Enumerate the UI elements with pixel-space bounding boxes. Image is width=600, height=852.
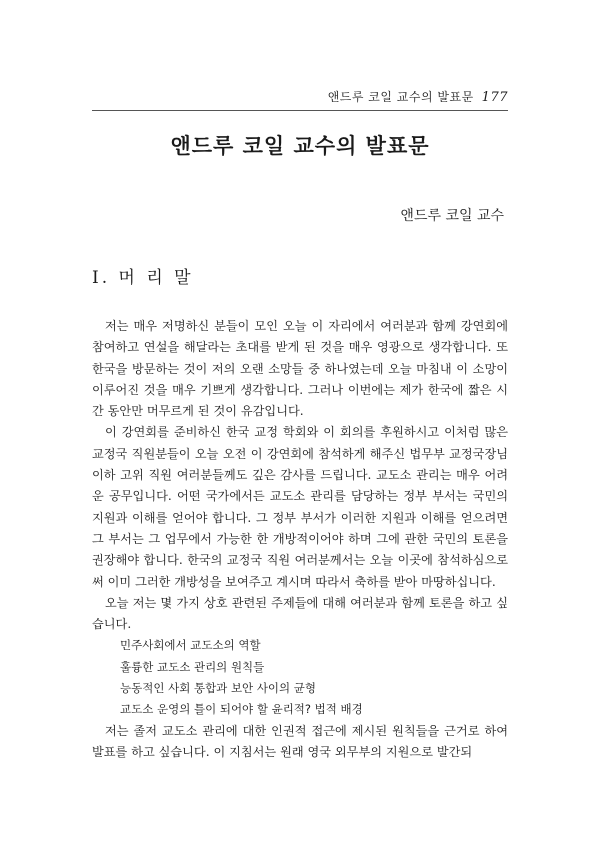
section-heading: Ⅰ. 머 리 말	[92, 268, 194, 288]
page-number: 177	[481, 90, 508, 105]
topic-item: 능동적인 사회 통합과 보안 사이의 균형	[120, 681, 317, 696]
topic-list	[92, 635, 508, 720]
paragraph-3: 오늘 저는 몇 가지 상호 관련된 주제들에 대해 여러분과 함께 토론을 하고 싶습니다.	[92, 595, 508, 632]
topic-item: 민주사회에서 교도소의 역할	[120, 638, 261, 653]
page-title: 앤드루 코일 교수의 발표문	[170, 133, 430, 158]
paragraph-1: 저는 매우 저명하신 분들이 모인 오늘 이 자리에서 여러분과 함께 강연회에 참여하고 연설을 해달라는 초대를 받게 된 것을 매우 영광으로 생각합니다. 또 한국을 방문하는 것이 저의 오랜 소망들 중 하나였는데 오늘 마침내 이 소망이 이루어진 것을 매우 기쁘게 생각합니다. 그러나 이번에는 제가 한국에 짧은 시간 동안만 머무르게 된 것이 유감입니다.	[92, 319, 508, 419]
paragraph-2: 이 강연회를 준비하신 한국 교정 학회와 이 회의를 후원하시고 이처럼 많은 교정국 직원분들이 오늘 오전 이 강연회에 참석하게 해주신 법무부 교정국장님 이하 고위 직원 여러분들께도 깊은 감사를 드립니다. 교도소 관리는 매우 어려운 공무입니다. 어떤 국가에서든 교도소 관리를 담당하는 정부 부서는 국민의 지원과 이해를 얻어야 합니다. 그 정부 부서가 이러한 지원과 이해를 얻으려면 그 부서는 그 업무에서 가능한 한 개방적이어야 하며 그에 관한 국민의 토론을 권장해야 합니다. 한국의 교정국 직원 여러분께서는 오늘 이곳에 참석하심으로써 이미 그러한 개방성을 보여주고 계시며 따라서 축하를 받아 마땅하십니다.	[92, 425, 508, 589]
topic-item: 교도소 운영의 틀이 되어야 할 윤리적? 법적 배경	[120, 702, 363, 717]
paragraph-closing: 저는 졸저 교도소 관리에 대한 인권적 접근에 제시된 원칙들을 근거로 하여 발표를 하고 싶습니다. 이 지침서는 원래 영국 외무부의 지원으로 발간되	[92, 723, 508, 759]
running-header	[328, 88, 508, 105]
body-text	[92, 316, 508, 763]
author-name: 앤드루 코일 교수	[400, 208, 504, 224]
topic-item: 훌륭한 교도소 관리의 원칙들	[120, 659, 265, 674]
running-title: 앤드루 코일 교수의 발표문	[327, 90, 474, 104]
header-rule	[92, 110, 508, 111]
